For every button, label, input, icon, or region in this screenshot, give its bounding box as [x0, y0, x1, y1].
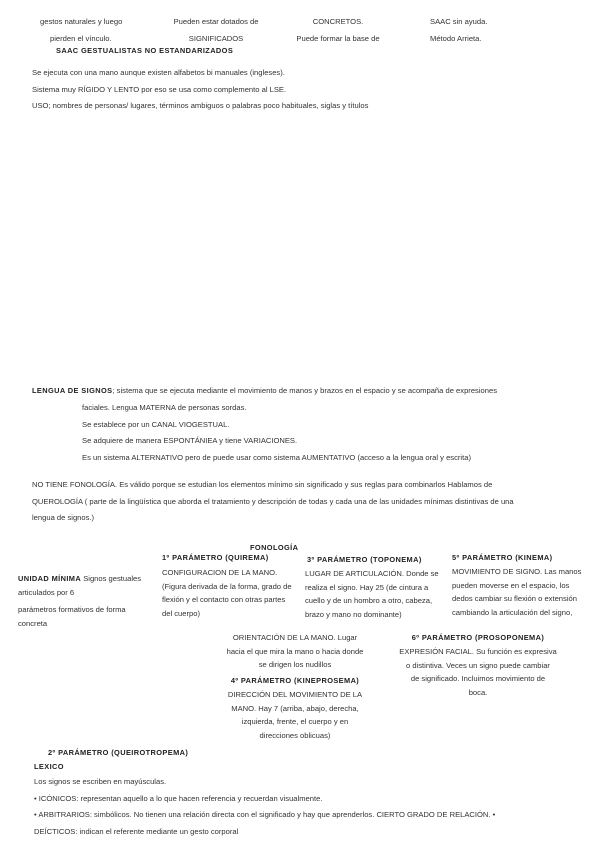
text-line: Es un sistema ALTERNATIVO pero de puede usar como sistema AUMENTATIVO (acceso a la lengua oral y escrita) — [82, 452, 471, 462]
text-line: parámetros formativos de forma — [18, 605, 126, 614]
text-line: (Figura derivada de la forma, grado de — [162, 581, 292, 591]
lengua-first-line — [32, 386, 497, 395]
p2-title: 2º PARÁMETRO (QUEIROTROPEMA) — [48, 748, 189, 757]
saac-title: SAAC GESTUALISTAS NO ESTANDARIZADOS — [56, 46, 234, 55]
text-line: boca. — [468, 687, 488, 697]
text-line: Puede formar la base de — [296, 33, 380, 43]
text-line: DEÍCTICOS: indican el referente mediante un gesto corporal — [34, 826, 239, 836]
text-line: SAAC sin ayuda. — [430, 17, 488, 26]
text-line: o distintiva. Veces un signo puede cambiar — [406, 660, 550, 670]
text-line: cambiando la articulación del signo, — [452, 607, 573, 617]
unidad-lines — [18, 588, 126, 633]
text-line: de significado. Incluimos movimiento de — [410, 674, 546, 684]
text-line: direcciones oblicuas) — [259, 730, 331, 740]
p1-lines — [162, 568, 292, 622]
p4-lines — [210, 690, 380, 744]
unidad-first-text: Signos gestuales — [81, 574, 142, 583]
text-line: Método Arrieta. — [430, 33, 482, 43]
p3-title: 3º PARÁMETRO (TOPONEMA) — [307, 555, 422, 564]
text-line: concreta — [18, 619, 48, 628]
text-line: SIGNIFICADOS — [188, 33, 244, 43]
fonologia-title: FONOLOGÍA — [250, 543, 299, 552]
p5-title: 5º PARÁMETRO (KINEMA) — [452, 553, 553, 562]
text-line: CONCRETOS. — [312, 17, 364, 26]
text-line: MOVIMIENTO DE SIGNO. Las manos — [452, 567, 582, 576]
p6-title: 6º PARÁMETRO (PROSOPONEMA) — [411, 633, 545, 642]
text-line: faciales. Lengua MATERNA de personas sordas. — [82, 403, 247, 412]
p5-lines — [452, 567, 581, 621]
text-line: se dirigen los nudillos — [258, 660, 332, 670]
text-line: flexión y el contacto con otras partes — [162, 595, 286, 605]
fonologia-intro — [32, 480, 514, 530]
text-line: del cuerpo) — [162, 608, 200, 618]
text-line: EXPRESIÓN FACIAL. Su función es expresiva — [399, 647, 557, 656]
text-line: gestos naturales y luego — [40, 17, 123, 26]
text-line: lengua de signos.) — [32, 513, 95, 522]
lengua-heading: LENGUA DE SIGNOS — [32, 386, 113, 395]
text-line: pueden moverse en el espacio, los — [452, 580, 570, 590]
lengua-lines — [82, 403, 471, 469]
unidad-first-line — [18, 574, 141, 583]
text-line: LUGAR DE ARTICULACIÓN. Donde se — [305, 569, 439, 578]
unidad-label: UNIDAD MÍNIMA — [18, 574, 82, 583]
text-line: • ARBITRARIOS: simbólicos. No tienen una relación directa con el significado y hay que aprenderlos. CIERTO GRADO DE RELACIÓN. • — [34, 810, 496, 819]
text-line: pierden el vínculo. — [50, 33, 112, 43]
text-line: hacia el que mira la mano o hacia donde — [226, 646, 364, 656]
lengua-first-text: ; sistema que se ejecuta mediante el movimiento de manos y brazos en el espacio y se acompaña de expresiones — [112, 386, 497, 395]
lexico-lines — [34, 777, 495, 843]
text-line: MANO. Hay 7 (arriba, abajo, derecha, — [231, 703, 359, 713]
text-line: CONFIGURACION DE LA MANO. — [162, 568, 278, 577]
text-line: Se establece por un CANAL VIOGESTUAL. — [82, 419, 230, 429]
text-line: USO; nombres de personas/ lugares, términos ambiguos o palabras poco habituales, siglas y títulos — [32, 101, 369, 110]
text-line: realiza el signo. Hay 25 (de cintura a — [305, 582, 429, 592]
text-line: Pueden estar dotados de — [173, 17, 259, 26]
saac-lines — [32, 68, 368, 118]
lexico-heading: LEXICO — [34, 762, 64, 771]
text-line: Sistema muy RÍGIDO Y LENTO por eso se usa como complemento al LSE. — [32, 84, 287, 94]
text-line: Los signos se escriben en mayúsculas. — [34, 777, 167, 786]
text-line: Se adquiere de manera ESPONTÁNIEA y tiene VARIACIONES. — [82, 436, 298, 445]
text-line: • ICÓNICOS: representan aquello a lo que hacen referencia y recuerdan visualmente. — [34, 793, 323, 803]
text-line: articulados por 6 — [18, 588, 75, 597]
text-line: cuello y de un hombro a otro, cabeza, — [305, 596, 433, 606]
p3-lines — [305, 569, 439, 623]
p1-title: 1º PARÁMETRO (QUIREMA) — [162, 553, 269, 562]
top-col-3 — [290, 17, 386, 50]
text-line: QUEROLOGÍA ( parte de la lingüística que aborda el tratamiento y descripción de todas y cada una de las unidades mínimas distintivas de una — [32, 496, 514, 506]
text-line: izquierda, frente, el cuerpo y en — [241, 717, 349, 727]
text-line: NO TIENE FONOLOGÍA. Es válido porque se estudian los elementos mínimo sin significado y sus reglas para combinarlos Hablamos de — [32, 480, 493, 489]
p4-title: 4º PARÁMETRO (KINEPROSEMA) — [230, 676, 360, 685]
text-line: brazo y mano no dominante) — [305, 609, 402, 619]
text-line: ORIENTACIÓN DE LA MANO. Lugar — [232, 633, 358, 642]
top-col-4 — [430, 17, 487, 50]
text-line: Se ejecuta con una mano aunque existen alfabetos bi manuales (ingleses). — [32, 68, 285, 77]
text-line: dedos cambiar su flexión o extensión — [452, 594, 577, 604]
text-line: DIRECCIÓN DEL MOVIMIENTO DE LA — [227, 690, 363, 699]
orientacion-lines — [210, 633, 380, 674]
p6-lines — [388, 647, 568, 701]
